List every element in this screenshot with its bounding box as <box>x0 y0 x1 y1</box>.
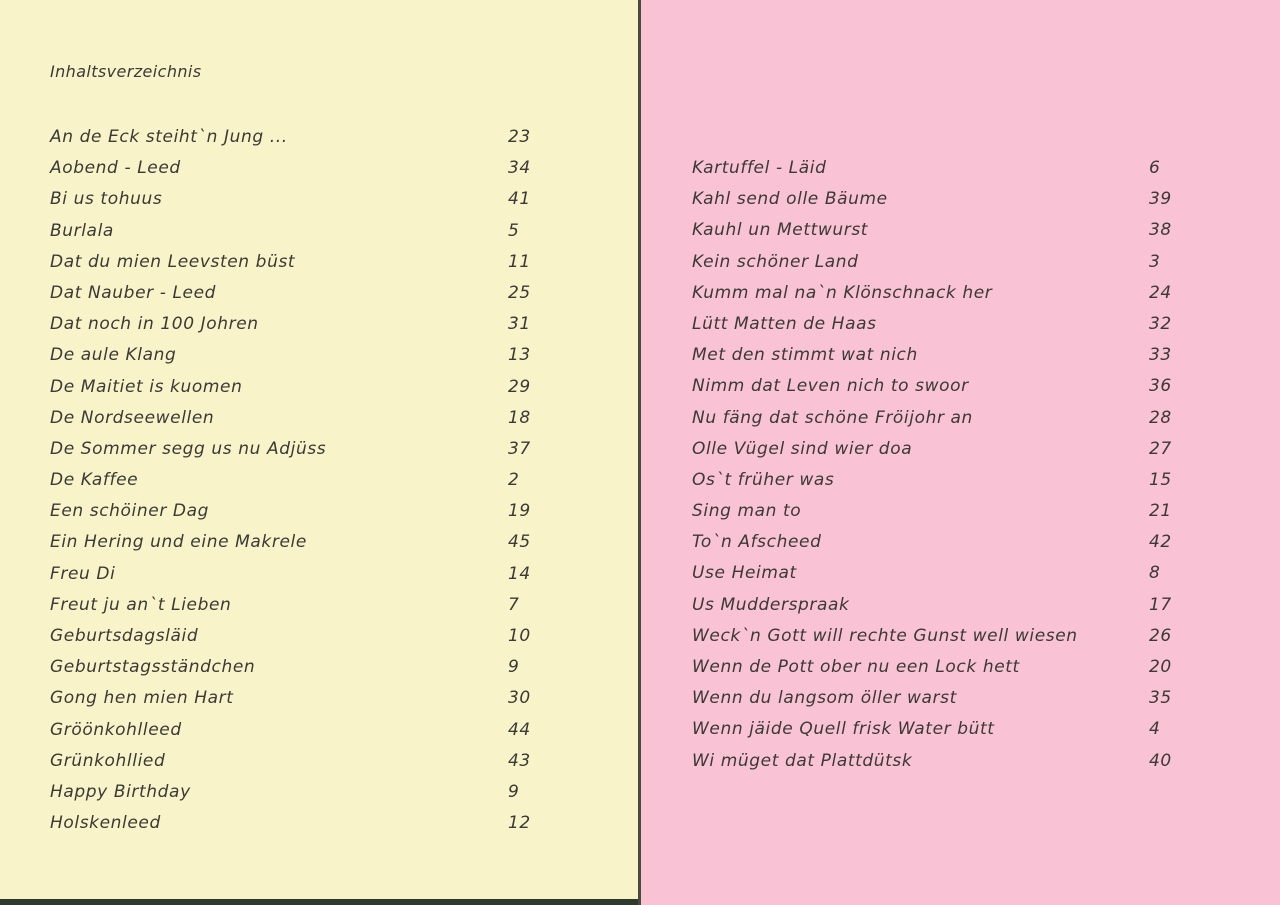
toc-entry-title: Een schöiner Dag <box>50 501 210 522</box>
toc-entry-page-number: 34 <box>508 158 531 179</box>
toc-entry-title: Bi us tohuus <box>50 189 163 210</box>
toc-entry-page-number: 37 <box>508 438 531 459</box>
toc-entry-page-number: 31 <box>508 314 531 335</box>
toc-entry <box>692 683 1182 714</box>
toc-entry-page-number: 28 <box>1149 407 1172 428</box>
toc-entry-title: Dat du mien Leevsten büst <box>50 251 296 272</box>
toc-entry-page-number: 24 <box>1149 282 1172 303</box>
toc-entry <box>692 403 1182 434</box>
toc-entry <box>50 309 540 340</box>
toc-entry-page-number: 8 <box>1149 563 1161 584</box>
toc-heading: Inhaltsverzeichnis <box>50 62 202 81</box>
toc-entry-title: Geburtstagsständchen <box>50 657 256 678</box>
toc-entry <box>692 153 1182 184</box>
toc-entry-page-number: 13 <box>508 345 531 366</box>
toc-entry-page-number: 6 <box>1149 158 1161 178</box>
toc-entry-title: Kein schöner Land <box>692 251 859 272</box>
toc-entry-page-number: 35 <box>1149 688 1172 709</box>
toc-entry-page-number: 17 <box>1149 594 1172 615</box>
toc-entry-title: Weck`n Gott will rechte Gunst well wiesen <box>692 625 1078 646</box>
toc-entry-title: De Maitiet is kuomen <box>50 376 243 397</box>
toc-entry-title: Freu Di <box>50 563 116 584</box>
toc-list-left <box>50 122 540 839</box>
toc-entry <box>50 122 540 153</box>
right-page <box>640 0 1280 905</box>
toc-entry-title: Kauhl un Mettwurst <box>692 220 869 241</box>
toc-entry <box>692 247 1182 278</box>
toc-entry-page-number: 2 <box>508 470 520 491</box>
toc-entry-title: Met den stimmt wat nich <box>692 345 918 366</box>
toc-entry <box>50 372 540 403</box>
toc-entry <box>50 496 540 527</box>
toc-entry <box>50 247 540 278</box>
toc-entry-title: Lütt Matten de Haas <box>692 313 877 334</box>
toc-entry-page-number: 15 <box>1149 469 1172 490</box>
toc-entry-title: Os`t früher was <box>692 469 835 490</box>
toc-entry-page-number: 36 <box>1149 376 1172 397</box>
page-edge-strip <box>0 899 640 905</box>
toc-entry <box>692 465 1182 496</box>
toc-entry-page-number: 10 <box>508 626 531 646</box>
toc-entry-page-number: 9 <box>508 781 520 802</box>
toc-entry-page-number: 32 <box>1149 313 1172 334</box>
toc-entry <box>692 434 1182 465</box>
toc-entry <box>692 714 1182 745</box>
toc-entry-title: De Nordseewellen <box>50 407 215 428</box>
toc-entry-page-number: 19 <box>508 501 531 522</box>
toc-entry <box>692 215 1182 246</box>
toc-entry-page-number: 18 <box>508 407 531 428</box>
toc-entry-title: Kahl send olle Bäume <box>692 189 888 210</box>
toc-entry <box>692 309 1182 340</box>
toc-entry <box>50 621 540 652</box>
toc-entry <box>50 715 540 746</box>
toc-entry <box>692 278 1182 309</box>
toc-entry-title: Dat Nauber - Leed <box>50 282 217 303</box>
toc-entry-page-number: 3 <box>1149 251 1161 272</box>
toc-entry <box>50 746 540 777</box>
toc-entry <box>50 808 540 839</box>
toc-entry <box>692 590 1182 621</box>
toc-entry-title: Gong hen mien Hart <box>50 688 234 709</box>
toc-entry-title: To`n Afscheed <box>692 532 822 553</box>
toc-entry-page-number: 23 <box>508 127 531 147</box>
toc-entry-page-number: 14 <box>508 563 531 584</box>
toc-entry-title: Use Heimat <box>692 563 797 584</box>
toc-entry-title: Kartuffel - Läid <box>692 158 827 178</box>
toc-entry-title: Olle Vügel sind wier doa <box>692 438 913 459</box>
toc-entry-title: Happy Birthday <box>50 781 191 802</box>
toc-entry-title: Wenn jäide Quell frisk Water bütt <box>692 719 995 740</box>
toc-entry <box>692 527 1182 558</box>
toc-entry-title: Us Mudderspraak <box>692 594 850 615</box>
toc-entry-title: Nu fäng dat schöne Fröijohr an <box>692 407 973 428</box>
toc-entry-title: Geburtsdagsläid <box>50 626 199 646</box>
toc-entry <box>50 652 540 683</box>
toc-entry-page-number: 42 <box>1149 532 1172 553</box>
toc-entry-title: De Sommer segg us nu Adjüss <box>50 438 327 459</box>
toc-entry-title: Aobend - Leed <box>50 158 181 179</box>
toc-entry-title: Wenn du langsom öller warst <box>692 688 957 709</box>
toc-entry-title: Kumm mal na`n Klönschnack her <box>692 282 993 303</box>
toc-entry-title: Nimm dat Leven nich to swoor <box>692 376 969 397</box>
toc-entry-title: An de Eck steiht`n Jung ... <box>50 127 288 147</box>
toc-entry-title: Holskenleed <box>50 813 161 834</box>
toc-entry-page-number: 21 <box>1149 501 1172 522</box>
toc-entry-title: Freut ju an`t Lieben <box>50 594 232 615</box>
toc-entry-page-number: 44 <box>508 719 531 740</box>
toc-entry-page-number: 30 <box>508 688 531 709</box>
toc-entry <box>692 746 1182 777</box>
toc-entry <box>50 590 540 621</box>
toc-entry-page-number: 5 <box>508 220 520 241</box>
toc-entry <box>50 216 540 247</box>
toc-entry-page-number: 40 <box>1149 750 1172 771</box>
toc-entry <box>50 403 540 434</box>
toc-entry-title: Dat noch in 100 Johren <box>50 314 259 335</box>
toc-entry <box>692 371 1182 402</box>
toc-entry <box>50 559 540 590</box>
toc-entry-page-number: 9 <box>508 657 520 678</box>
toc-entry-page-number: 4 <box>1149 719 1161 740</box>
toc-entry-page-number: 27 <box>1149 438 1172 459</box>
toc-entry-page-number: 7 <box>508 594 520 615</box>
toc-entry-title: Grünkohllied <box>50 750 166 771</box>
toc-entry-title: Sing man to <box>692 501 802 522</box>
toc-entry-title: Wi müget dat Plattdütsk <box>692 750 913 771</box>
page-gutter <box>638 0 641 905</box>
toc-entry-title: Burlala <box>50 220 114 241</box>
toc-entry-page-number: 29 <box>508 376 531 397</box>
toc-entry <box>692 652 1182 683</box>
toc-entry-page-number: 33 <box>1149 345 1172 366</box>
toc-entry-page-number: 43 <box>508 750 531 771</box>
toc-entry-page-number: 26 <box>1149 625 1172 646</box>
toc-entry-title: Wenn de Pott ober nu een Lock hett <box>692 657 1020 677</box>
toc-entry <box>692 184 1182 215</box>
toc-entry <box>50 465 540 496</box>
toc-entry <box>692 621 1182 652</box>
toc-entry <box>50 184 540 215</box>
toc-entry-title: De aule Klang <box>50 345 177 366</box>
toc-entry <box>692 558 1182 589</box>
toc-entry <box>692 340 1182 371</box>
toc-entry-title: Ein Hering und eine Makrele <box>50 532 307 553</box>
toc-entry <box>50 434 540 465</box>
toc-entry-page-number: 12 <box>508 813 531 834</box>
toc-entry <box>50 777 540 808</box>
toc-entry <box>50 340 540 371</box>
toc-entry <box>50 527 540 558</box>
toc-entry-page-number: 45 <box>508 532 531 553</box>
toc-entry-page-number: 41 <box>508 189 531 210</box>
toc-entry-title: De Kaffee <box>50 470 139 491</box>
toc-entry-page-number: 39 <box>1149 189 1172 210</box>
toc-entry <box>50 278 540 309</box>
toc-entry <box>50 683 540 714</box>
toc-list-right <box>692 153 1182 777</box>
toc-entry-page-number: 25 <box>508 282 531 303</box>
toc-entry-page-number: 11 <box>508 251 531 272</box>
toc-entry-page-number: 38 <box>1149 220 1172 241</box>
toc-entry <box>50 153 540 184</box>
toc-entry-page-number: 20 <box>1149 657 1172 677</box>
toc-entry <box>692 496 1182 527</box>
toc-entry-title: Gröönkohlleed <box>50 719 182 740</box>
